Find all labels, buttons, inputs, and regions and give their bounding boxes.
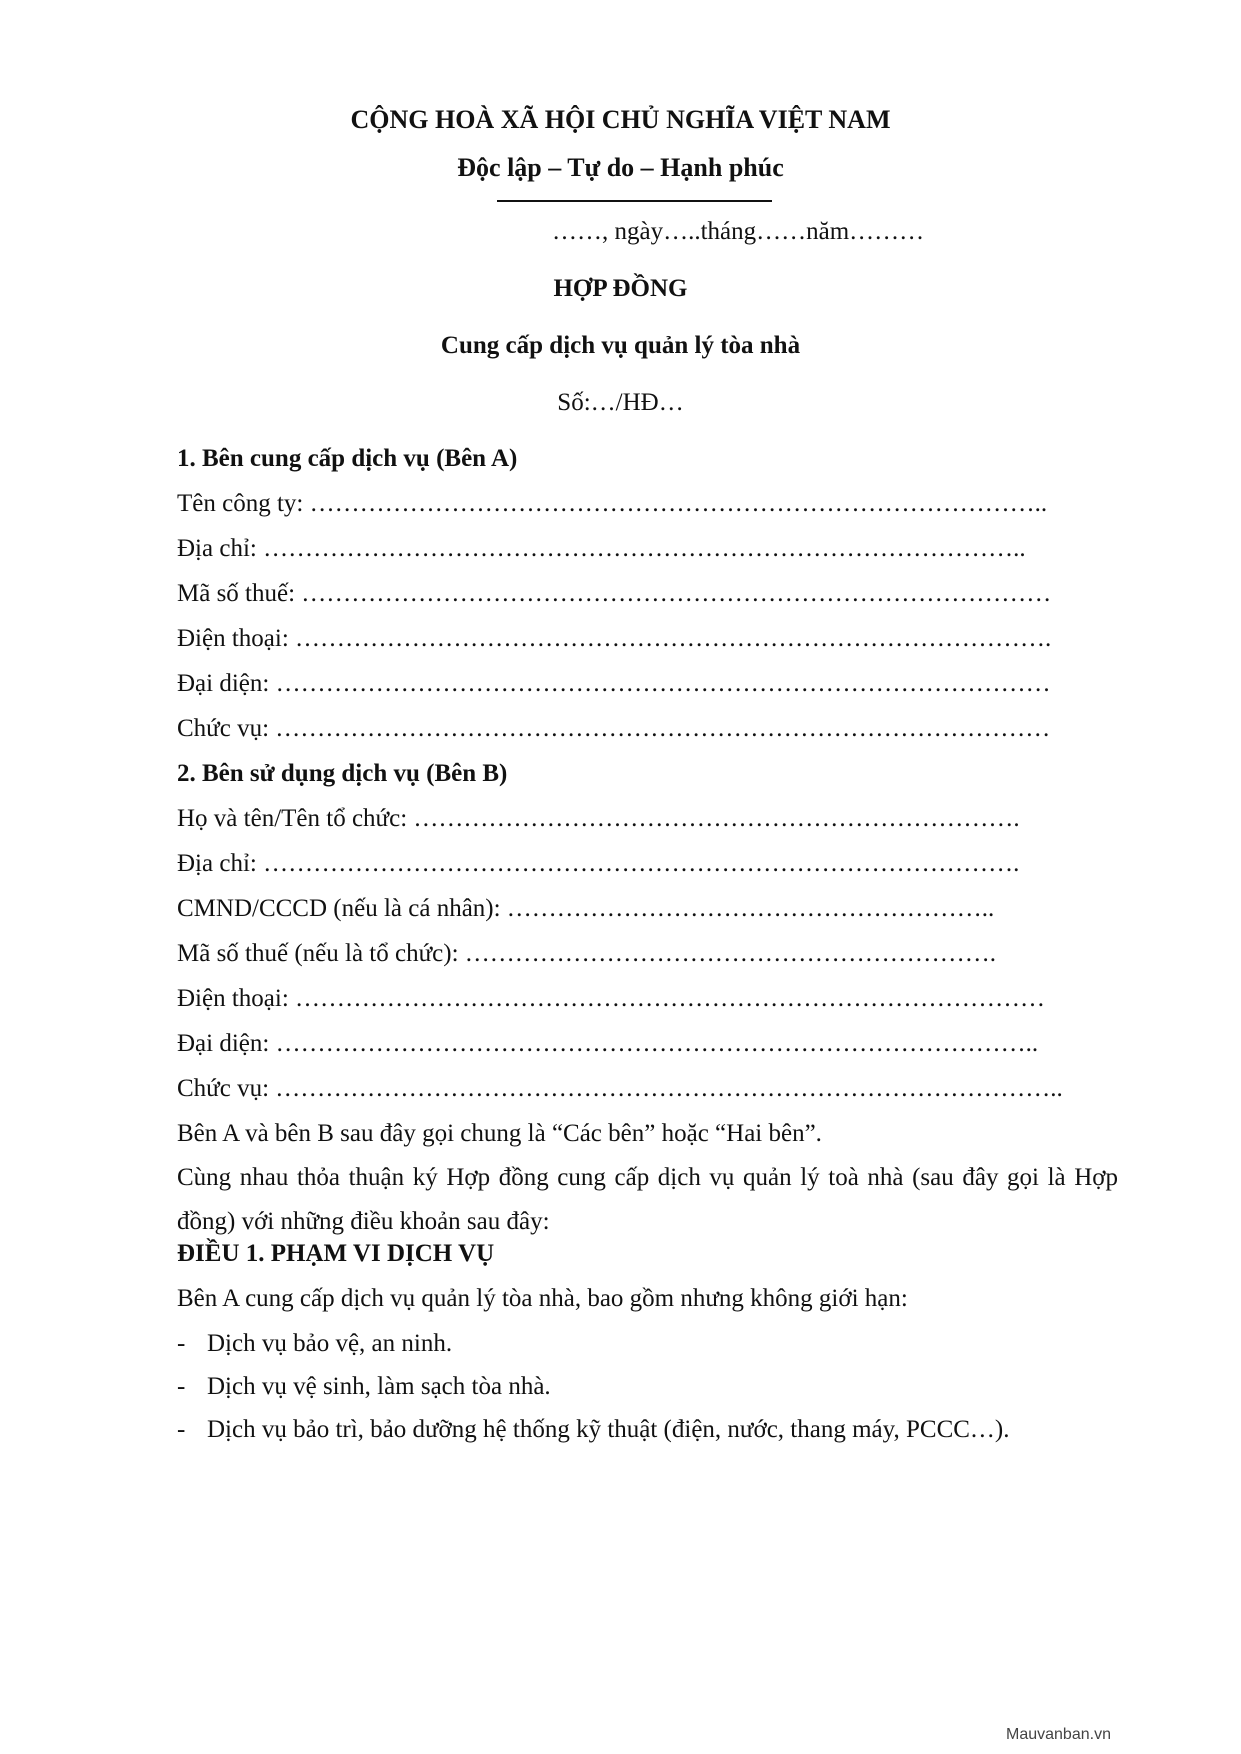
party-b-phone: Điện thoại: ……………………………………………………………………………… (177, 985, 1046, 1012)
agreement-paragraph: Cùng nhau thỏa thuận ký Hợp đồng cung cấp dịch vụ quản lý toà nhà (sau đây gọi là Hợp đồng) với những điều khoản sau đây: (177, 1164, 1118, 1235)
watermark: Mauvanban.vn (1006, 1726, 1111, 1743)
party-b-heading: 2. Bên sử dụng dịch vụ (Bên B) (177, 760, 508, 787)
list-bullet: - (177, 1416, 186, 1443)
party-a-company: Tên công ty: …………………………………………………………………………….. (177, 490, 1048, 517)
party-b-name: Họ và tên/Tên tổ chức: ………………………………………………………………. (177, 805, 1020, 832)
list-item (177, 1371, 551, 1403)
party-b-position: Chức vụ: ………………………………………………………………………………….. (177, 1075, 1063, 1102)
party-a-representative: Đại diện: ………………………………………………………………………………… (177, 670, 1051, 697)
list-bullet: - (177, 1330, 186, 1357)
party-b-address: Địa chỉ: ………………………………………………………………………………. (177, 850, 1020, 877)
party-a-phone: Điện thoại: ………………………………………………………………………………. (177, 625, 1052, 652)
party-b-representative: Đại diện: ……………………………………………………………………………….. (177, 1030, 1039, 1057)
national-motto: Độc lập – Tự do – Hạnh phúc (457, 153, 784, 182)
list-item-text: Dịch vụ bảo trì, bảo dưỡng hệ thống kỹ thuật (điện, nước, thang máy, PCCC…). (207, 1416, 1010, 1443)
party-b-id-card: CMND/CCCD (nếu là cá nhân): ………………………………………………….. (177, 895, 995, 922)
date-line: ……, ngày…..tháng……năm……… (552, 218, 925, 245)
article-1-intro: Bên A cung cấp dịch vụ quản lý tòa nhà, bao gồm nhưng không giới hạn: (177, 1285, 908, 1312)
parties-note: Bên A và bên B sau đây gọi chung là “Các bên” hoặc “Hai bên”. (177, 1120, 822, 1147)
list-item-text: Dịch vụ bảo vệ, an ninh. (207, 1330, 453, 1357)
party-a-heading: 1. Bên cung cấp dịch vụ (Bên A) (177, 445, 518, 472)
list-bullet: - (177, 1373, 186, 1400)
party-a-position: Chức vụ: ………………………………………………………………………………… (177, 715, 1051, 742)
contract-number: Số:…/HĐ… (557, 389, 684, 416)
motto-underline (497, 200, 772, 202)
contract-title: HỢP ĐỒNG (553, 275, 688, 302)
party-a-address: Địa chỉ: ……………………………………………………………………………….. (177, 535, 1026, 562)
contract-subtitle: Cung cấp dịch vụ quản lý tòa nhà (440, 332, 801, 359)
article-1-heading: ĐIỀU 1. PHẠM VI DỊCH VỤ (177, 1240, 495, 1267)
party-a-tax-code: Mã số thuế: ……………………………………………………………………………… (177, 580, 1052, 607)
list-item-text: Dịch vụ vệ sinh, làm sạch tòa nhà. (207, 1373, 551, 1400)
list-item (177, 1414, 1010, 1446)
country-name: CỘNG HOÀ XÃ HỘI CHỦ NGHĨA VIỆT NAM (350, 105, 891, 134)
list-item (177, 1328, 452, 1360)
party-b-tax-code: Mã số thuế (nếu là tổ chức): ………………………………………………………. (177, 940, 997, 967)
